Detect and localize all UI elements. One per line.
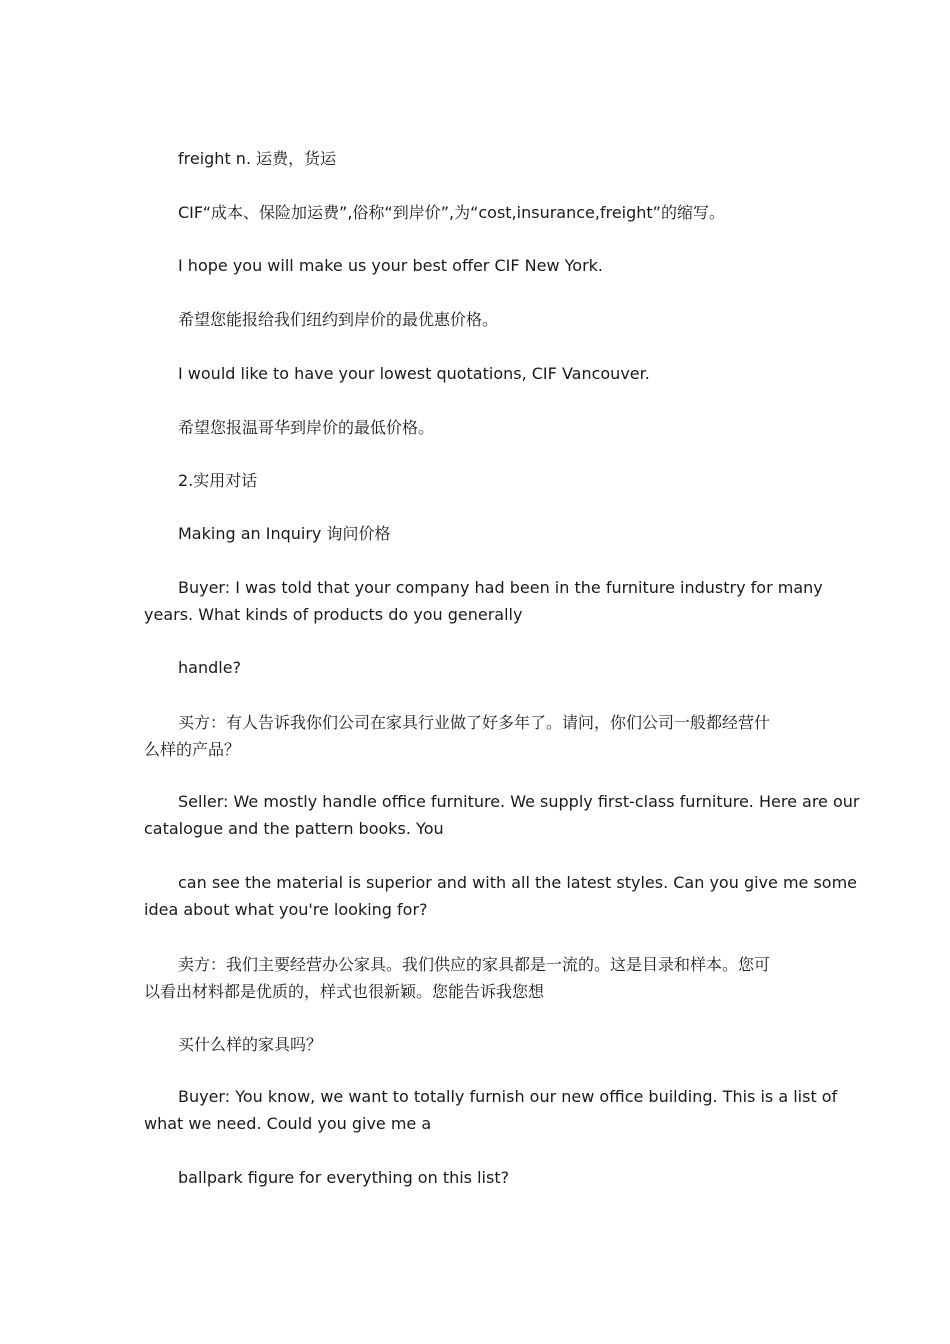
- paragraph-line: can see the material is superior and with all the latest styles. Can you give me some: [178, 873, 858, 892]
- paragraph-line: years. What kinds of products do you generally: [144, 605, 523, 624]
- paragraph-line: what we need. Could you give me a: [144, 1114, 432, 1133]
- paragraph-line: 卖方：我们主要经营办公家具。我们供应的家具都是一流的。这是目录和样本。您可: [178, 955, 771, 974]
- paragraph-line: CIF“成本、保险加运费”,俗称“到岸价”,为“cost,insurance,freight”的缩写。: [178, 203, 725, 222]
- paragraph-line: ballpark figure for everything on this list?: [178, 1168, 510, 1187]
- section-heading: 2.实用对话: [178, 471, 258, 490]
- paragraph-line: Seller: We mostly handle office furniture. We supply first-class furniture. Here are our: [178, 792, 860, 811]
- paragraph-line: I hope you will make us your best offer CIF New York.: [178, 256, 603, 275]
- paragraph-line: I would like to have your lowest quotations, CIF Vancouver.: [178, 364, 650, 383]
- paragraph-line: 希望您能报给我们纽约到岸价的最优惠价格。: [178, 310, 499, 329]
- paragraph-line: idea about what you're looking for?: [144, 900, 428, 919]
- paragraph-line: 希望您报温哥华到岸价的最低价格。: [178, 418, 435, 437]
- paragraph-line: freight n. 运费，货运: [178, 149, 337, 168]
- paragraph-line: Buyer: I was told that your company had been in the furniture industry for many: [178, 578, 823, 597]
- paragraph-line: 买什么样的家具吗？: [178, 1035, 323, 1054]
- paragraph-line: catalogue and the pattern books. You: [144, 819, 444, 838]
- paragraph-line: 以看出材料都是优质的，样式也很新颖。您能告诉我您想: [144, 982, 545, 1001]
- dialogue-title: Making an Inquiry 询问价格: [178, 524, 391, 543]
- paragraph-line: Buyer: You know, we want to totally furnish our new office building. This is a list of: [178, 1087, 838, 1106]
- paragraph-line: handle?: [178, 658, 242, 677]
- paragraph-line: 么样的产品？: [144, 740, 241, 759]
- paragraph-line: 买方：有人告诉我你们公司在家具行业做了好多年了。请问，你们公司一般都经营什: [178, 713, 771, 732]
